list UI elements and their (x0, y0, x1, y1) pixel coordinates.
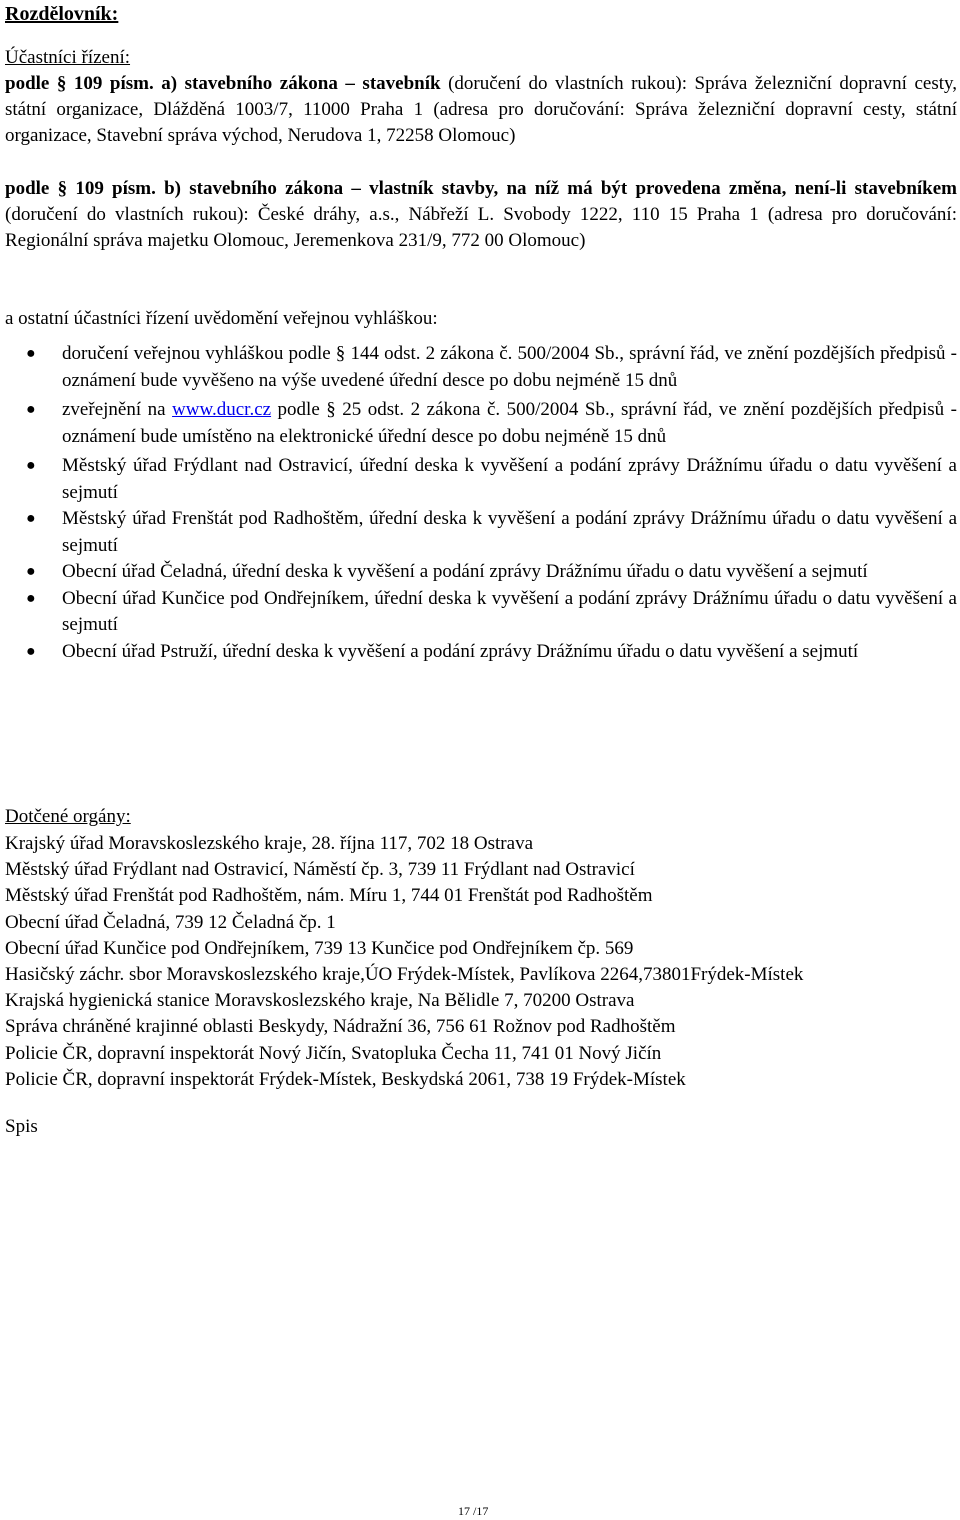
bullet-icon: ● (26, 563, 36, 580)
authority-line: Hasičský záchr. sbor Moravskoslezského kraje,ÚO Frýdek-Místek, Pavlíkova 2264,73801Frýdek-Místek (5, 964, 804, 986)
bullet-icon: ● (26, 457, 36, 474)
authorities-list (5, 831, 803, 1093)
bullet-icon: ● (26, 401, 36, 418)
participants-heading: Účastníci řízení: (5, 47, 131, 68)
authority-line: Krajská hygienická stanice Moravskoslezského kraje, Na Bělidle 7, 70200 Ostrava (5, 990, 635, 1012)
list-item-text: Obecní úřad Čeladná, úřední deska k vyvěšení a podání zprávy Drážnímu úřadu o datu vyvěšení a sejmutí (62, 561, 868, 582)
bullet-icon: ● (26, 589, 36, 607)
list-item (5, 341, 957, 394)
list-item-text: Městský úřad Frenštát pod Radhoštěm, úřední deska k vyvěšení a podání zprávy Drážnímu úřadu o datu vyvěšení a sejmutí (62, 508, 957, 556)
notice-list (5, 341, 957, 665)
list-item-text: Městský úřad Frýdlant nad Ostravicí, úřední deska k vyvěšení a podání zprávy Drážnímu úřadu o datu vyvěšení a sejmutí (62, 455, 957, 503)
list-item (5, 639, 957, 666)
participant-paragraph-2 (5, 176, 957, 254)
list-item (5, 559, 957, 586)
list-item-text-before: zveřejnění na (62, 399, 173, 420)
participant-1-legal-basis: podle § 109 písm. a) stavebního zákona – stavebník (5, 73, 441, 94)
list-item (5, 506, 957, 559)
list-item (5, 397, 957, 450)
ducr-website-link[interactable]: www.ducr.cz (172, 399, 272, 420)
authority-line: Obecní úřad Kunčice pod Ondřejníkem, 739 13 Kunčice pod Ondřejníkem čp. 569 (5, 937, 634, 959)
bullet-icon: ● (26, 510, 36, 527)
list-item-text: doručení veřejnou vyhláškou podle § 144 odst. 2 zákona č. 500/2004 Sb., správní řád, ve znění pozdějších předpisů - oznámení bude vyvěšeno na výše uvedené úřední desce po dobu nejméně 15 dnů (62, 343, 957, 391)
list-item-text: Obecní úřad Kunčice pod Ondřejníkem, úřední deska k vyvěšení a podání zprávy Drážnímu úřadu o datu vyvěšení a sejmutí (62, 587, 957, 635)
authority-line: Správa chráněné krajinné oblasti Beskydy, Nádražní 36, 756 61 Rožnov pod Radhoštěm (5, 1016, 676, 1038)
page-number: 17 /17 (458, 1504, 489, 1518)
other-participants-intro: a ostatní účastníci řízení uvědomění veřejnou vyhláškou: (5, 308, 438, 329)
participant-paragraph-1 (5, 71, 957, 149)
list-item-text: Obecní úřad Pstruží, úřední deska k vyvěšení a podání zprávy Drážnímu úřadu o datu vyvěšení a sejmutí (62, 640, 859, 662)
spis-label: Spis (5, 1116, 38, 1137)
distribution-list-title: Rozdělovník: (5, 3, 119, 25)
authority-line: Krajský úřad Moravskoslezského kraje, 28. října 117, 702 18 Ostrava (5, 833, 534, 854)
authority-line: Městský úřad Frýdlant nad Ostravicí, Náměstí čp. 3, 739 11 Frýdlant nad Ostravicí (5, 859, 635, 881)
authorities-heading: Dotčené orgány: (5, 806, 131, 827)
list-item (5, 586, 957, 639)
list-item-text-after: podle § 25 odst. 2 zákona č. 500/2004 Sb., správní řád, ve znění pozdějších předpisů - oznámení bude umístěno na elektronické úřední desce po dobu nejméně 15 dnů (62, 399, 957, 447)
participant-2-details: (doručení do vlastních rukou): České dráhy, a.s., Nábřeží L. Svobody 1222, 110 15 Praha 1 (adresa pro doručování: Regionální správa majetku Olomouc, Jeremenkova 231/9, 772 00 Olomouc) (5, 204, 957, 251)
participant-2-legal-basis: podle § 109 písm. b) stavebního zákona – vlastník stavby, na níž má být provedena změna, není-li stavebníkem (5, 178, 957, 199)
list-item (5, 453, 957, 506)
authority-line: Policie ČR, dopravní inspektorát Frýdek-Místek, Beskydská 2061, 738 19 Frýdek-Místek (5, 1068, 686, 1090)
bullet-icon: ● (26, 345, 36, 362)
authority-line: Obecní úřad Čeladná, 739 12 Čeladná čp. 1 (5, 911, 336, 933)
authority-line: Městský úřad Frenštát pod Radhoštěm, nám. Míru 1, 744 01 Frenštát pod Radhoštěm (5, 885, 653, 907)
authority-line: Policie ČR, dopravní inspektorát Nový Jičín, Svatopluka Čecha 11, 741 01 Nový Jičín (5, 1042, 662, 1064)
bullet-icon: ● (26, 642, 36, 660)
participant-1-details: (doručení do vlastních rukou): Správa železniční dopravní cesty, státní organizace, Dlážděná 1003/7, 11000 Praha 1 (adresa pro doručování: Správa železniční dopravní cesty, státní organizace, Stavební správa východ, Nerudova 1, 72258 Olomouc) (5, 73, 958, 146)
